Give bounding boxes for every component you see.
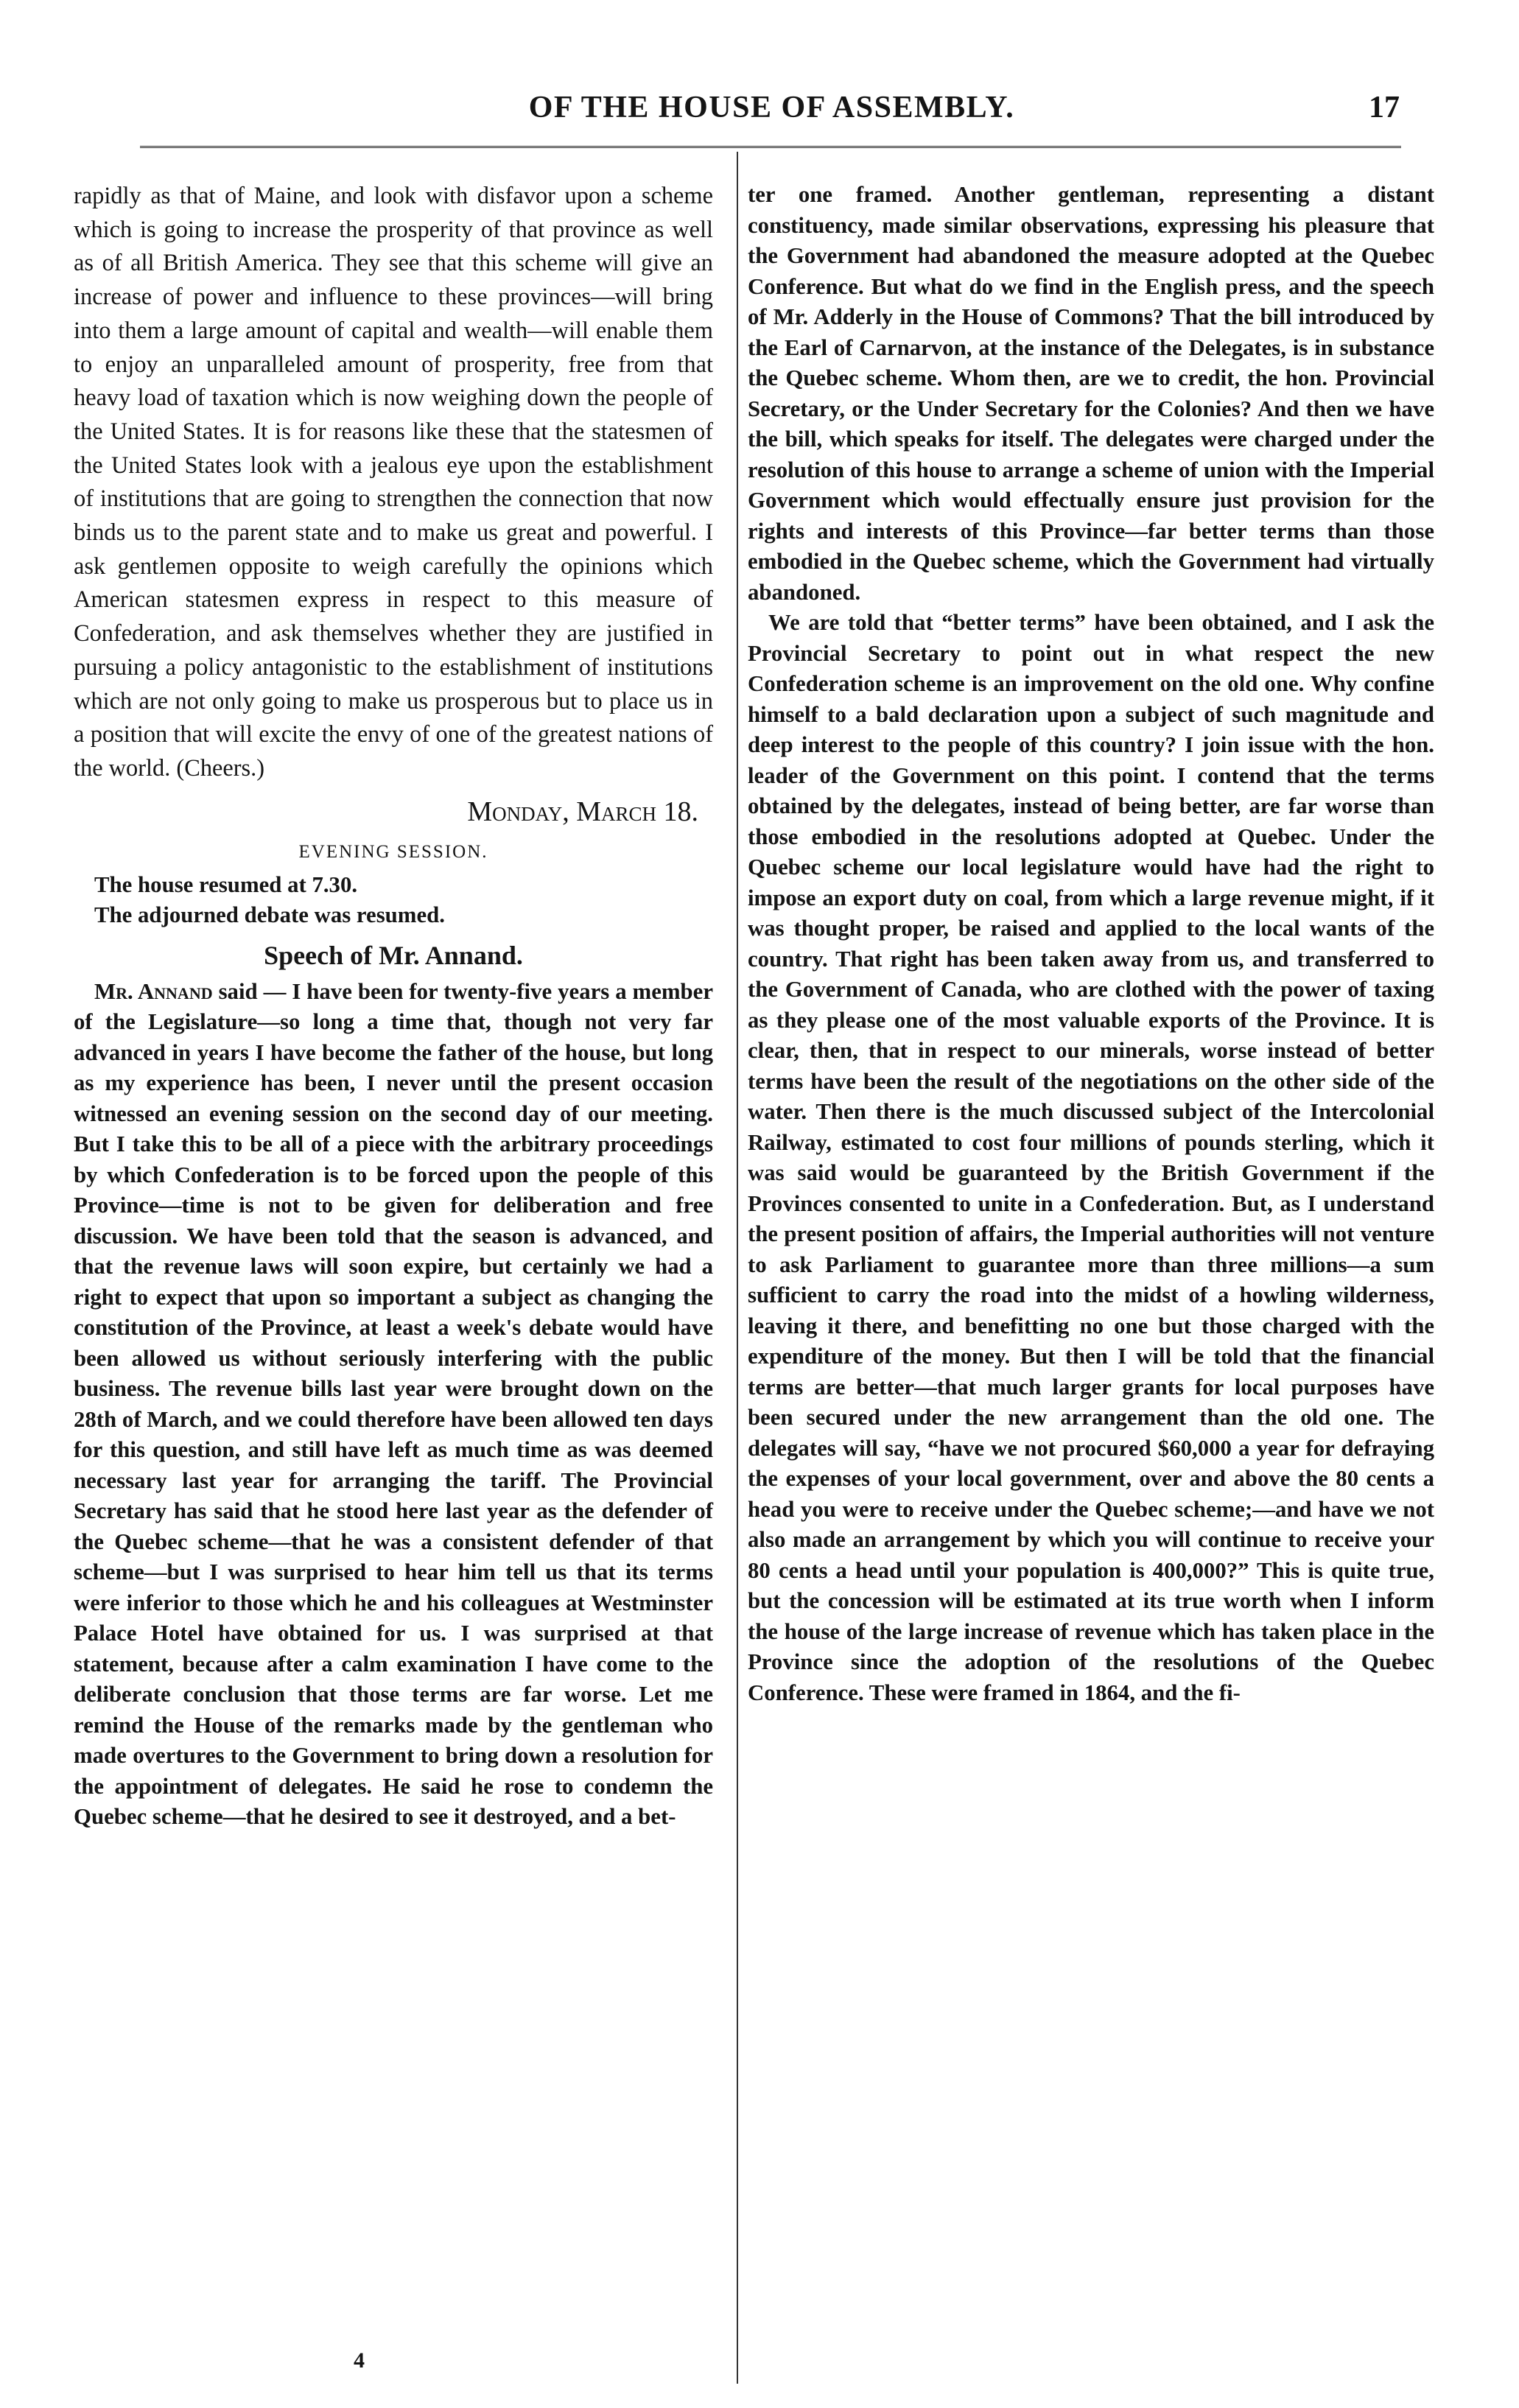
column-divider bbox=[737, 152, 738, 2384]
dateline: Monday, March 18. bbox=[467, 796, 698, 827]
right-paragraph-2: We are told that “better terms” have been obtained, and I ask the Provincial Secretary to point out in what respect the new Confederation scheme is an improvement on the old one. Why confine himself to a bald declaration upon a subject of such magnitude and deep interest to the people of this country? I join issue with the hon. leader of the Government on this point. I contend that the terms obtained by the delegates, instead of being better, are far worse than those embodied in the resolutions adopted at Quebec. Under the Quebec scheme our local legislature would have had the right to impose an export duty on coal, from which a large revenue might, if it was thought proper, be raised and applied to the local wants of the country. That right has been taken away from us, and transferred to the Government of Canada, who are clothed with the power of taxing as they please one of the most valuable exports of the Province. It is clear, then, that in respect to our minerals, worse instead of better terms have been the result of the negotiations on the other side of the water. Then there is the much discussed subject of the Intercolonial Railway, estimated to cost four millions of pounds sterling, which it was said would be guaranteed by the British Government if the Provinces consented to unite in a Confederation. But, as I understand the present position of affairs, the Imperial authorities will not venture to ask Parliament to guarantee more than three millions—a sum sufficient to carry the road into the midst of a howling wilderness, leaving it there, and benefitting no one but those charged with the expenditure of the money. But then I will be told that the financial terms are better—that much larger grants for local purposes have been secured under the new arrangement than the old one. The delegates will say, “have we not procured $60,000 a year for defraying the expenses of your local government, over and above the 80 cents a head you were to receive under the Quebec scheme;—and have we not also made an arrangement by which you will continue to receive your 80 cents a head until your population is 400,000?” This is quite true, but the concession will be estimated at its true worth when I inform the house of the large increase of revenue which has taken place in the Province since the adoption of the resolutions of the Quebec Conference. These were framed in 1864, and the fi- bbox=[748, 610, 1434, 1705]
page-number: 17 bbox=[1369, 91, 1400, 124]
speech-text: said — I have been for twenty-five years a member of the Legislature—so long a time that, though not very far advanced in years I have become the father of the house, but long as my experience has been, I never until the present occasion witnessed an evening session on the second day of our meeting. But I take this to be all of a piece with the arbitrary proceedings by which Confederation is to be forced upon the people of this Province—time is not to be given for deliberation and free discussion. We have been told that the season is advanced, and that the revenue laws will soon expire, but certainly we had a right to expect that upon so important a subject as changing the constitution of the Province, at least a week's debate would have been allowed us without seriously interfering with the public business. The revenue bills last year were brought down on the 28th of March, and we could therefore have been allowed ten days for this question, and still have left as much time as was deemed necessary last year for arranging the tariff. The Provincial Secretary has said that he stood here last year as the defender of the Quebec scheme—that he was a consistent defender of that scheme—but I was surprised to hear him tell us that its terms were inferior to those which he and his colleagues at Westminster Palace Hotel have obtained for us. I was surprised at that statement, because after a calm examination I have come to the deliberate conclusion that those terms are far worse. Let me remind the House of the remarks made by the gentleman who made overtures to the Government to bring down a resolution for the appointment of delegates. He said he rose to condemn the Quebec scheme—that he desired to see it destroyed, and a bet- bbox=[74, 978, 714, 1830]
speech-title: Speech of Mr. Annand. bbox=[264, 940, 523, 970]
speech-paragraph bbox=[74, 977, 713, 1833]
header-rule bbox=[140, 146, 1401, 148]
continued-paragraph: rapidly as that of Maine, and look with disfavor upon a scheme which is going to increase the prosperity of that province as well as of all British America. They see that this scheme will give an increase of power and influence to these provinces—will bring into them a large amount of capital and wealth—will enable them to enjoy an unparalleled amount of prosperity, free from that heavy load of taxation which is now weighing down the people of the United States. It is for reasons like these that the statesmen of the United States look with a jealous eye upon the establishment of institutions that are going to strengthen the connection that now binds us to the parent state and to make us great and powerful. I ask gentlemen opposite to weigh carefully the opinions which American statesmen express in respect to this measure of Confederation, and ask themselves whether they are justified in pursuing a policy antagonistic to the establishment of institutions which are not only going to make us prosperous but to place us in a position that will excite the envy of one of the greatest nations of the world. (Cheers.) bbox=[74, 183, 713, 782]
page-header bbox=[144, 90, 1400, 128]
right-column bbox=[748, 180, 1434, 1708]
right-paragraph-1: ter one framed. Another gentleman, representing a distant constituency, made similar observations, expressing his pleasure that the Government had abandoned the measure adopted at the Quebec Conference. But what do we find in the English press, and the speech of Mr. Adderly in the House of Commons? That the bill introduced by the Earl of Carnarvon, at the instance of the Delegates, is in substance the Quebec scheme. Whom then, are we to credit, the hon. Provincial Secretary, or the Under Secretary for the Colonies? And then we have the bill, which speaks for itself. The delegates were charged under the resolution of this house to arrange a scheme of union with the Imperial Government which would effectually ensure just provision for the rights and interests of this Province—far better terms than those embodied in the Quebec scheme, which the Government had virtually abandoned. bbox=[748, 182, 1434, 605]
signature-mark: 4 bbox=[354, 2348, 365, 2373]
left-column bbox=[74, 180, 713, 1833]
speaker-name: Mr. Annand bbox=[94, 978, 213, 1004]
session-heading: EVENING SESSION. bbox=[298, 841, 488, 862]
running-head: OF THE HOUSE OF ASSEMBLY. bbox=[528, 91, 1015, 124]
house-resumed-line: The house resumed at 7.30. bbox=[94, 871, 358, 897]
debate-resumed-line: The adjourned debate was resumed. bbox=[94, 902, 445, 928]
